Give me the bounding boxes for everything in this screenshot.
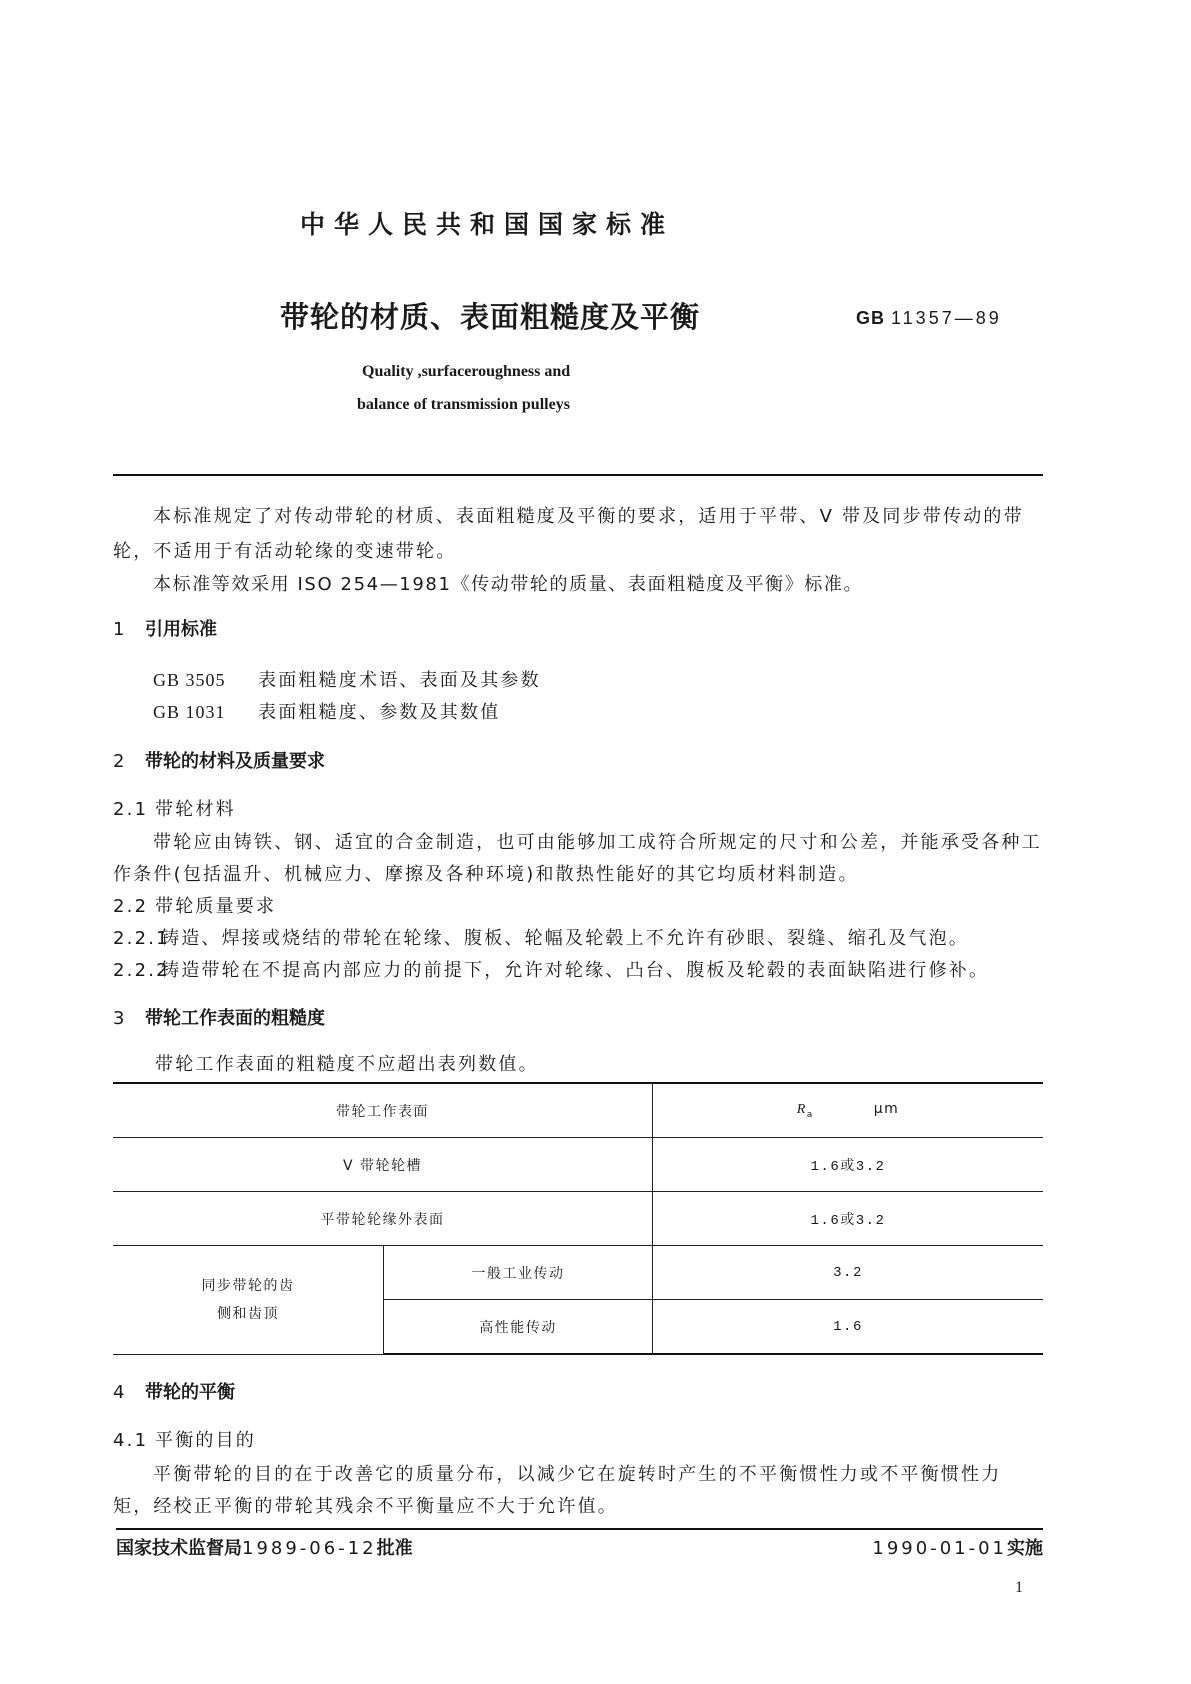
ra-cell: 1.6 [653,1300,1044,1355]
effective-info: 1990-01-01实施 [872,1538,1043,1559]
surface-cell: 平带轮轮缘外表面 [113,1192,653,1246]
page-number: 1 [1015,1579,1023,1596]
nation-standard-heading: 中华人民共和国国家标准 [300,210,675,239]
standard-code [856,309,1002,327]
section-2-2-2: 2.2.2铸造带轮在不提高内部应力的前提下，允许对轮缘、凸台、腹板及轮毂的表面缺陷进行修补。 [113,960,990,981]
section-2-2-1: 2.2.1铸造、焊接或烧结的带轮在轮缘、腹板、轮幅及轮毂上不允许有砂眼、裂缝、缩孔及气泡。 [113,928,969,949]
standard-prefix: GB [856,308,885,328]
section-4-1-text-line2: 矩，经校正平衡的带轮其残余不平衡量应不大于允许值。 [113,1496,618,1517]
header-cell-ra: $R_a$ μm [653,1083,1044,1138]
header-divider [113,474,1043,476]
ra-cell: 3.2 [653,1246,1044,1300]
section-4-1-text-line1: 平衡带轮的目的在于改善它的质量分布，以减少它在旋转时产生的不平衡惯性力或不平衡惯性力 [153,1464,1002,1485]
section-3-text: 带轮工作表面的粗糙度不应超出表列数值。 [155,1054,539,1075]
section-2-1-text-line2: 作条件(包括温升、机械应力、摩擦及各种环境)和散热性能好的其它均质材料制造。 [113,864,859,885]
document-title-cn: 带轮的材质、表面粗糙度及平衡 [280,300,701,334]
intro-para1-line2: 轮，不适用于有活动轮缘的变速带轮。 [113,541,457,562]
section-4-1-heading: 4.1 平衡的目的 [113,1430,256,1451]
surface-cell: 高性能传动 [384,1300,653,1355]
sync-pulley-group-cell: 同步带轮的齿 侧和齿顶 [113,1246,384,1355]
reference-item: GB 1031 表面粗糙度、参数及其数值 [153,702,501,723]
header-cell-surface: 带轮工作表面 [113,1083,653,1138]
section-2-2-heading: 2.2 带轮质量要求 [113,896,277,917]
section-1-heading: 1 引用标准 [113,619,217,640]
document-title-en-line1: Quality ,surfaceroughness and [362,363,571,380]
section-4-heading: 4 带轮的平衡 [113,1382,235,1403]
intro-para2: 本标准等效采用 ISO 254—1981《传动带轮的质量、表面粗糙度及平衡》标准。 [153,574,864,595]
footer-divider [116,1528,1043,1530]
surface-cell: 一般工业传动 [384,1246,653,1300]
section-2-heading: 2 带轮的材料及质量要求 [113,751,325,772]
ra-cell: 1.6或3.2 [653,1138,1044,1192]
table-row [113,1138,1043,1192]
approval-info: 国家技术监督局1989-06-12批准 [116,1538,413,1559]
surface-cell: V 带轮轮槽 [113,1138,653,1192]
section-2-1-text-line1: 带轮应由铸铁、钢、适宜的合金制造，也可由能够加工成符合所规定的尺寸和公差，并能承受各种工 [153,832,1042,853]
roughness-table [113,1082,1043,1355]
document-title-en-line2: balance of transmission pulleys [357,396,570,413]
table-row [113,1192,1043,1246]
table-row [113,1246,1043,1300]
ra-cell: 1.6或3.2 [653,1192,1044,1246]
section-3-heading: 3 带轮工作表面的粗糙度 [113,1008,325,1029]
intro-para1-line1: 本标准规定了对传动带轮的材质、表面粗糙度及平衡的要求，适用于平带、V 带及同步带传动的带 [153,506,1024,527]
reference-item: GB 3505 表面粗糙度术语、表面及其参数 [153,670,541,691]
table-header-row [113,1083,1043,1138]
section-2-1-heading: 2.1 带轮材料 [113,799,236,820]
standard-number: 11357—89 [891,308,1002,328]
